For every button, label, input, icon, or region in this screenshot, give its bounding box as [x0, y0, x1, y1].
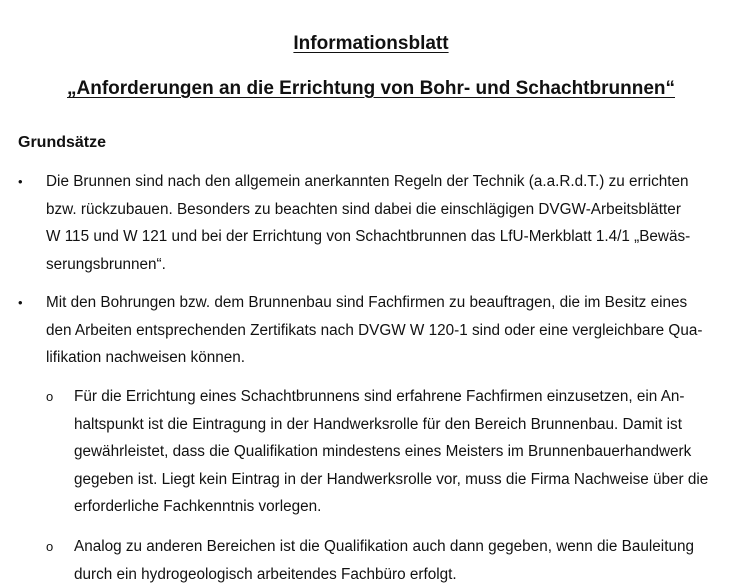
bullet-text — [46, 168, 690, 278]
sub-bullet-line: durch ein hydrogeologisch arbeitendes Fachbüro erfolgt. — [74, 561, 694, 588]
sub-bullet-line: haltspunkt ist die Eintragung in der Handwerksrolle für den Bereich Brunnenbau. Damit ist — [74, 411, 708, 439]
bullet-line: serungsbrunnen“. — [46, 251, 690, 279]
bullet-line: lifikation nachweisen können. — [46, 344, 702, 372]
sub-bullet-item — [46, 533, 694, 588]
sub-bullet-text — [74, 533, 694, 588]
bullet-line: den Arbeiten entsprechenden Zertifikats nach DVGW W 120-1 sind oder eine vergleichbare Qua- — [46, 317, 702, 345]
bullet-disc-icon: • — [18, 289, 32, 317]
document-subtitle: „Anforderungen an die Errichtung von Bohr- und Schachtbrunnen“ — [0, 76, 742, 102]
bullet-item — [18, 168, 690, 278]
bullet-circle-icon: o — [46, 383, 60, 411]
sub-bullet-line: Für die Errichtung eines Schachtbrunnens sind erfahrene Fachfirmen einzusetzen, ein An- — [74, 383, 708, 411]
section-heading: Grundsätze — [18, 132, 106, 154]
sub-bullet-line: gewährleistet, dass die Qualifikation mindestens eines Meisters im Brunnenbauerhandwerk — [74, 438, 708, 466]
bullet-line: Die Brunnen sind nach den allgemein anerkannten Regeln der Technik (a.a.R.d.T.) zu errichten — [46, 168, 690, 196]
sub-bullet-text — [74, 383, 708, 521]
bullet-circle-icon: o — [46, 533, 60, 561]
bullet-line: W 115 und W 121 und bei der Errichtung von Schachtbrunnen das LfU-Merkblatt 1.4/1 „Bewäs- — [46, 223, 690, 251]
bullet-line: Mit den Bohrungen bzw. dem Brunnenbau sind Fachfirmen zu beauftragen, die im Besitz eines — [46, 289, 702, 317]
bullet-text — [46, 289, 702, 372]
bullet-item — [18, 289, 702, 372]
sub-bullet-line: Analog zu anderen Bereichen ist die Qualifikation auch dann gegeben, wenn die Bauleitung — [74, 533, 694, 561]
bullet-line: bzw. rückzubauen. Besonders zu beachten sind dabei die einschlägigen DVGW-Arbeitsblätter — [46, 196, 690, 224]
sub-bullet-item — [46, 383, 708, 521]
sub-bullet-line: gegeben ist. Liegt kein Eintrag in der Handwerksrolle vor, muss die Firma Nachweise über die — [74, 466, 708, 494]
document-title: Informationsblatt — [0, 31, 742, 57]
bullet-disc-icon: • — [18, 168, 32, 196]
sub-bullet-line: erforderliche Fachkenntnis vorlegen. — [74, 493, 708, 521]
